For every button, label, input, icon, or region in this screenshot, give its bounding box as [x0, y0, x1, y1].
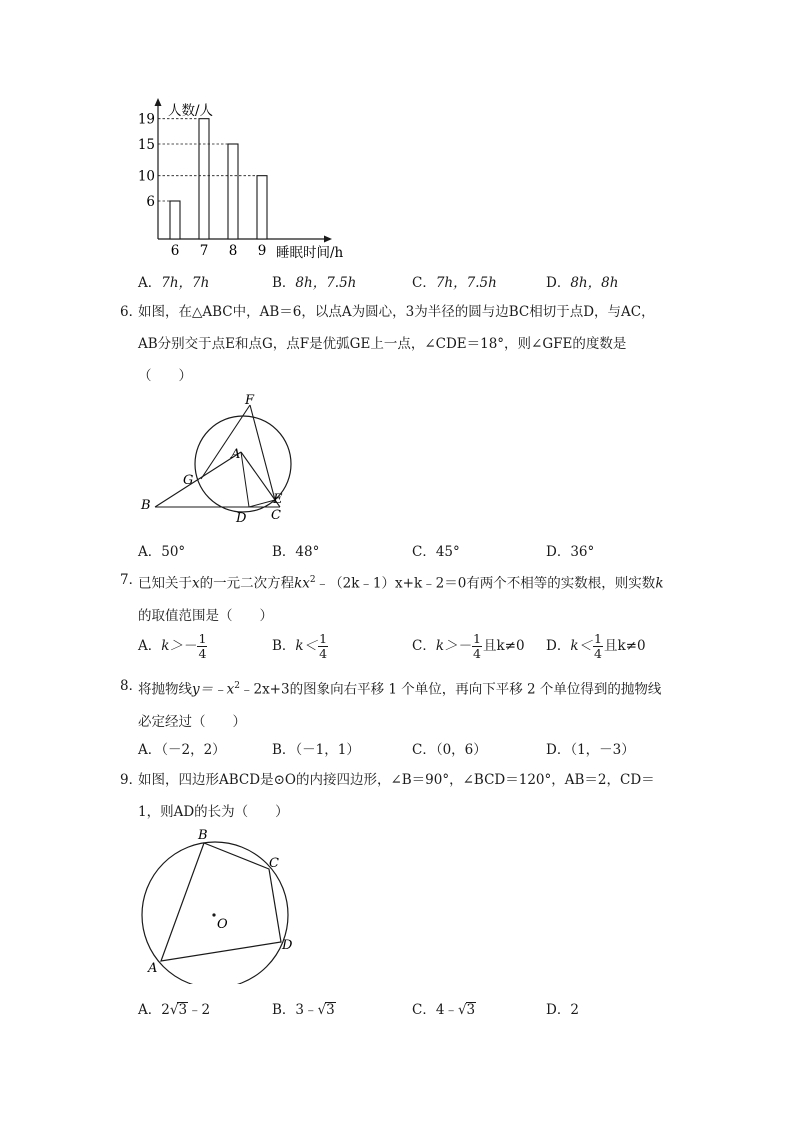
q8-stem: [120, 670, 680, 738]
y-axis-arrow: [155, 98, 162, 106]
q6-label-e: E: [273, 492, 283, 507]
bar-9: [257, 176, 267, 239]
q7-line2: 的取值范围是（ ）: [138, 607, 273, 624]
q7-option-b-fraction: $\frac{1}{4}$: [319, 631, 328, 661]
q6-line1: 如图，在△ABC中，AB＝6，以点A为圆心，3为半径的圆与边BC相切于点D，与AC，: [138, 304, 655, 320]
q6-segment-ad: [241, 452, 249, 507]
q9-label-d: D: [282, 938, 293, 953]
sleep-time-bar-chart: [130, 92, 370, 272]
q9-option-d[interactable]: D．2: [546, 1002, 579, 1018]
q6-segment-ba: [155, 452, 241, 507]
bar-7: [199, 119, 209, 239]
q9-line1: 如图，四边形ABCD是⊙O的内接四边形，∠B＝90°，∠BCD＝120°，AB＝2，CD＝: [138, 772, 655, 788]
q9-circle: [142, 842, 288, 984]
q6-label-d: D: [236, 511, 247, 526]
x-axis-label: 睡眠时间/h: [276, 245, 344, 261]
q9-option-b-radical: √3: [317, 1002, 335, 1018]
q9-label-b: B: [198, 828, 208, 843]
q6-option-c[interactable]: C．45°: [412, 544, 460, 560]
q9-line2: 1，则AD的长为（ ）: [138, 804, 289, 820]
y-tick-label-6: 6: [146, 194, 155, 210]
q9-option-c-radical: √3: [457, 1002, 476, 1018]
q9-stem: [120, 764, 680, 828]
x-axis-arrow: [324, 236, 332, 243]
y-tick-label-10: 10: [137, 168, 155, 185]
q6-label-g: G: [183, 473, 194, 488]
q6-line2: AB分别交于点E和点G，点F是优弧GE上一点，∠CDE＝18°，则∠GFE的度数是: [138, 336, 627, 352]
q6-option-d[interactable]: D．36°: [546, 544, 595, 560]
q5-option-c[interactable]: C．7h，7.5h: [412, 275, 497, 291]
q6-label-a: A: [231, 447, 241, 462]
q7-option-c[interactable]: C．k＞－ $\frac{1}{4}$ 且k≠0: [412, 631, 525, 661]
q5-option-b[interactable]: B．8h，7.5h: [272, 275, 357, 291]
q7-option-d-fraction: $\frac{1}{4}$: [594, 631, 602, 661]
q5-option-a[interactable]: A．7h，7h: [138, 275, 210, 291]
q8-option-a[interactable]: A．（－2，2）: [138, 742, 226, 758]
q7-option-a[interactable]: A．k＞－ $\frac{1}{4}$: [138, 631, 207, 661]
q6-option-b[interactable]: B．48°: [272, 544, 320, 560]
q9-center-point: [212, 913, 215, 916]
q9-number: 9．: [120, 772, 143, 788]
q6-segment-fe: [250, 405, 275, 500]
q8-number: 8．: [120, 678, 143, 694]
q8-line2: 必定经过（ ）: [138, 713, 246, 730]
q8-option-b[interactable]: B．（－1，1）: [272, 742, 360, 758]
q9-option-b[interactable]: B．3﹣√3: [272, 1002, 335, 1018]
q8-option-c[interactable]: C．（0，6）: [412, 742, 487, 758]
q9-label-o: O: [217, 917, 228, 932]
q7-option-b[interactable]: B．k＜ $\frac{1}{4}$: [272, 631, 328, 661]
q7-line1: 已知关于x的一元二次方程$kx^2﹣(2k﹣1)x+k﹣2=0$有两个不相等的实数根，则实数k: [138, 575, 664, 592]
q6-label-c: C: [271, 508, 281, 523]
x-tick-label-8: 8: [228, 243, 238, 259]
q9-inscribed-quadrilateral-figure: [138, 824, 303, 984]
q7-option-a-fraction: $\frac{1}{4}$: [198, 631, 207, 661]
q7-number: 7．: [120, 572, 143, 588]
q7-option-c-fraction: $\frac{1}{4}$: [473, 631, 481, 661]
q6-segment-gf: [201, 405, 250, 479]
q6-label-b: B: [141, 498, 151, 513]
q8-line1: 将抛物线$y=﹣x^2﹣2x+3$的图象向右平移 1 个单位，再向下平移 2 个单位得到的抛物线: [138, 681, 662, 698]
bar-8: [228, 144, 238, 239]
q6-circle-triangle-figure: [135, 392, 310, 527]
y-tick-label-15: 15: [137, 137, 155, 153]
q6-stem: [120, 296, 680, 392]
y-tick-label-19: 19: [137, 111, 155, 128]
q8-option-d[interactable]: D．（1，－3）: [546, 742, 635, 758]
q6-label-f: F: [245, 393, 255, 408]
q6-option-a[interactable]: A．50°: [138, 544, 186, 560]
q9-option-a-radical: √3: [169, 1002, 188, 1018]
q9-option-c[interactable]: C．4﹣√3: [412, 1002, 476, 1018]
q7-stem: [120, 564, 680, 632]
y-axis-label: 人数/人: [168, 103, 214, 119]
q9-label-a: A: [148, 961, 158, 976]
bar-6: [170, 201, 180, 239]
x-tick-label-6: 6: [170, 243, 180, 259]
q6-line3: （ ）: [138, 368, 192, 384]
q9-option-a[interactable]: A．2√3﹣2: [138, 1002, 211, 1018]
q5-option-d[interactable]: D．8h，8h: [546, 275, 619, 291]
x-tick-label-7: 7: [199, 243, 209, 259]
q9-label-c: C: [269, 856, 279, 871]
q7-option-d[interactable]: D．k＜ $\frac{1}{4}$ 且k≠0: [546, 631, 646, 661]
q6-number: 6．: [120, 304, 143, 320]
x-tick-label-9: 9: [257, 243, 267, 259]
